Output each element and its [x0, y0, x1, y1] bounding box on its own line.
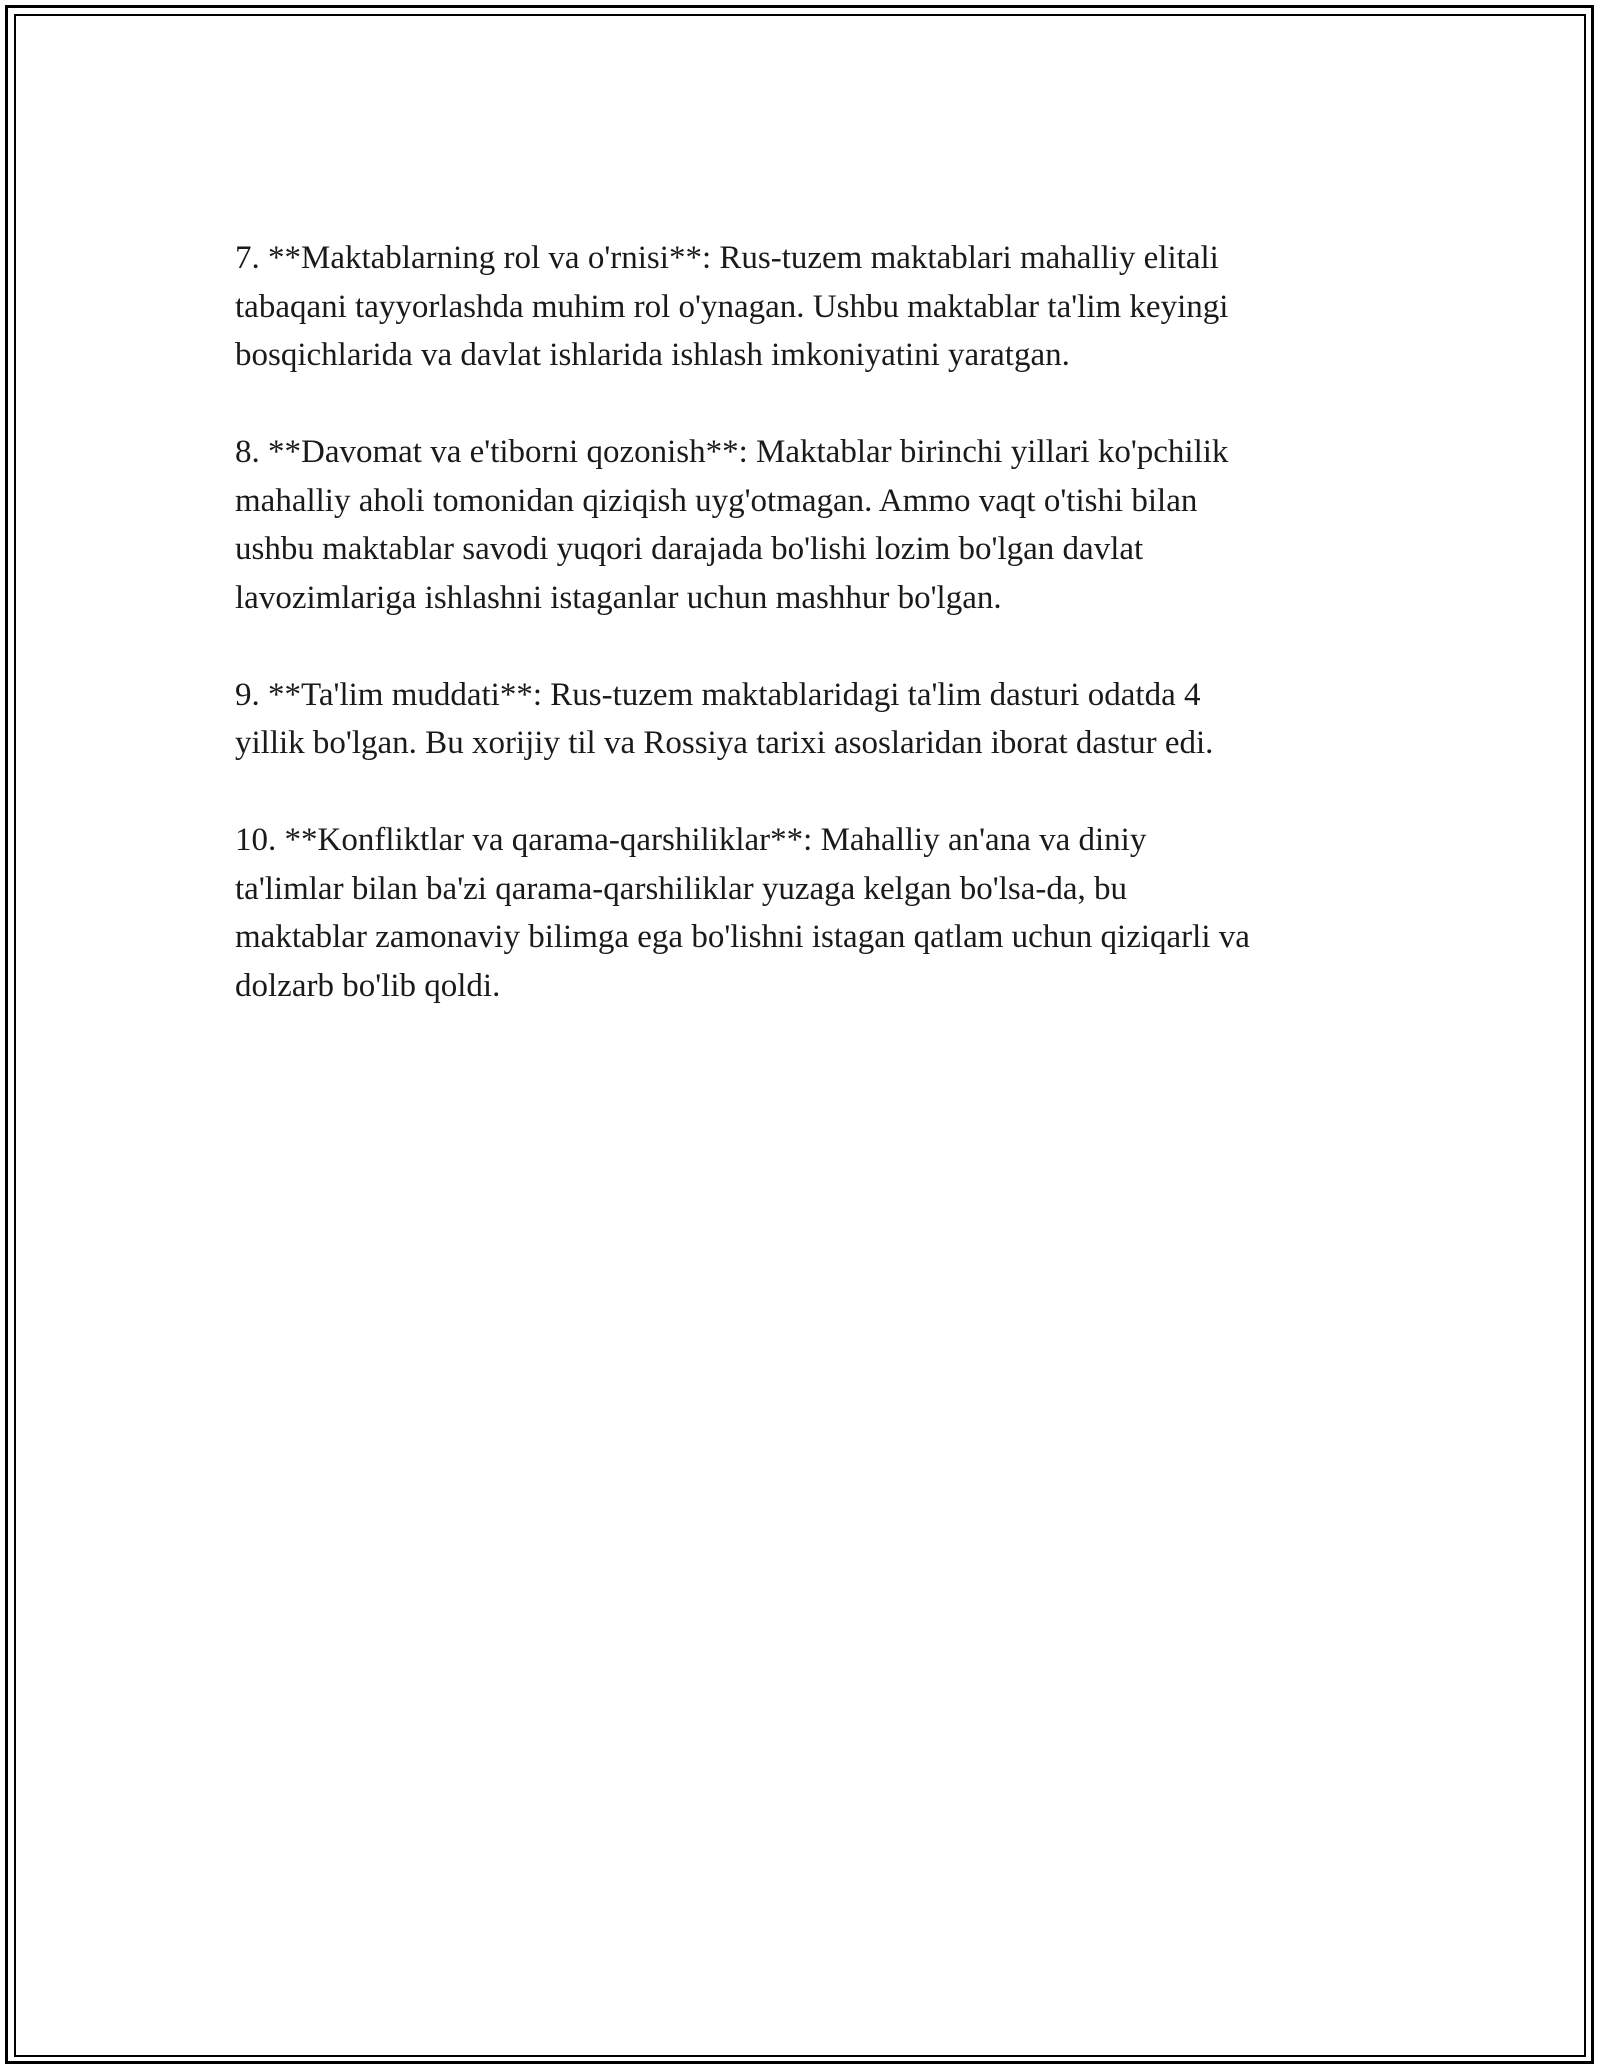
paragraph-8: 8. **Davomat va e'tiborni qozonish**: Maktablar birinchi yillari ko'pchilik mahalliy aholi tomonidan qiziqish uyg'otmagan. Ammo vaqt o'tishi bilan ushbu maktablar savodi yuqori darajada bo'lishi lozim bo'lgan davlat lavozimlariga ishlashni istaganlar uchun mashhur bo'lgan.: [235, 434, 1229, 616]
paragraph-9: 9. **Ta'lim muddati**: Rus-tuzem maktablaridagi ta'lim dasturi odatda 4 yillik bo'lgan. Bu xorijiy til va Rossiya tarixi asoslaridan iborat dastur edi.: [235, 676, 1214, 761]
paragraph-7: 7. **Maktablarning rol va o'rnisi**: Rus-tuzem maktablari mahalliy elitali tabaqani tayyorlashda muhim rol o'ynagan. Ushbu maktablar ta'lim keyingi bosqichlarida va davlat ishlarida ishlash imkoniyatini yaratgan.: [235, 240, 1229, 373]
paragraph-10: 10. **Konfliktlar va qarama-qarshiliklar**: Mahalliy an'ana va diniy ta'limlar bilan ba'zi qarama-qarshiliklar yuzaga kelgan bo'lsa-da, bu maktablar zamonaviy bilimga ega bo'lishni istagan qatlam uchun qiziqarli va dolzarb bo'lib qoldi.: [235, 822, 1250, 1004]
document-body: [235, 234, 1385, 1059]
